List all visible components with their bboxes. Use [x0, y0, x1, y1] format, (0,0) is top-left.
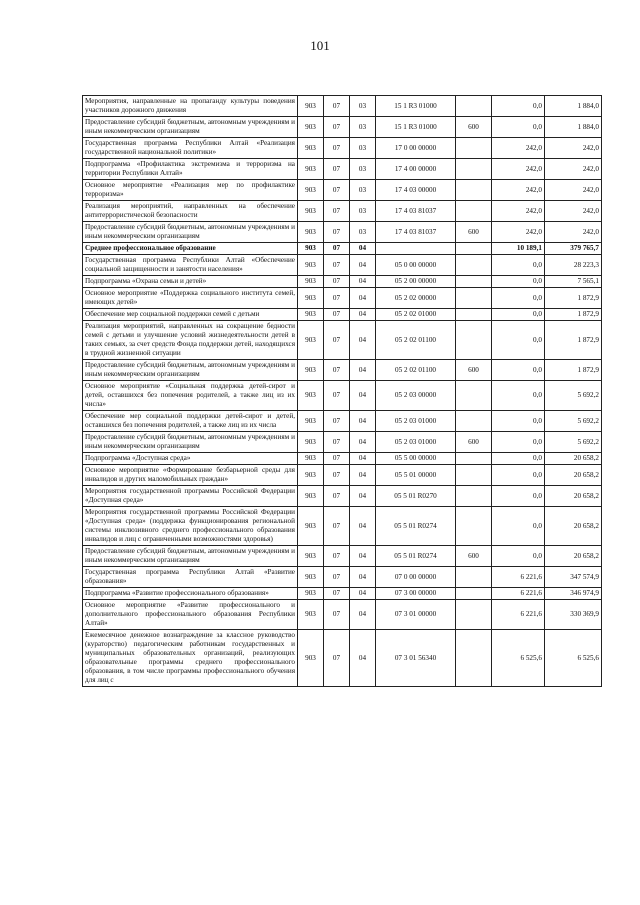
cell-amount-2: 20 658,2	[545, 465, 602, 486]
cell-amount-1: 10 189,1	[492, 243, 545, 255]
cell-expense-type	[456, 255, 492, 276]
cell-amount-1: 242,0	[492, 201, 545, 222]
table-row	[83, 567, 602, 588]
table-row	[83, 381, 602, 411]
cell-target-code: 05 2 02 01000	[376, 309, 456, 321]
cell-amount-1: 0,0	[492, 360, 545, 381]
cell-expense-type	[456, 588, 492, 600]
cell-amount-2: 1 872,9	[545, 321, 602, 360]
cell-target-code: 05 2 00 00000	[376, 276, 456, 288]
cell-target-code: 15 1 R3 01000	[376, 117, 456, 138]
cell-name: Подпрограмма «Развитие профессионального образования»	[83, 588, 298, 600]
cell-target-code	[376, 243, 456, 255]
cell-ministry: 903	[298, 117, 324, 138]
cell-expense-type	[456, 600, 492, 630]
cell-target-code: 05 0 00 00000	[376, 255, 456, 276]
cell-name: Мероприятия государственной программы Российской Федерации «Доступная среда»	[83, 486, 298, 507]
cell-expense-type	[456, 96, 492, 117]
cell-ministry: 903	[298, 96, 324, 117]
cell-amount-2: 7 565,1	[545, 276, 602, 288]
cell-target-code: 05 2 03 01000	[376, 411, 456, 432]
cell-ministry: 903	[298, 453, 324, 465]
cell-amount-2: 1 872,9	[545, 360, 602, 381]
cell-section: 07	[324, 411, 350, 432]
table-row	[83, 222, 602, 243]
cell-name: Государственная программа Республики Алтай «Развитие образования»	[83, 567, 298, 588]
cell-expense-type	[456, 486, 492, 507]
cell-subsection: 03	[350, 159, 376, 180]
cell-subsection: 04	[350, 600, 376, 630]
table-row	[83, 411, 602, 432]
cell-subsection: 04	[350, 309, 376, 321]
cell-ministry: 903	[298, 138, 324, 159]
cell-ministry: 903	[298, 546, 324, 567]
cell-name: Основное мероприятие «Поддержка социального института семей, имеющих детей»	[83, 288, 298, 309]
cell-subsection: 04	[350, 381, 376, 411]
cell-subsection: 03	[350, 201, 376, 222]
table-row	[83, 432, 602, 453]
cell-amount-2: 242,0	[545, 180, 602, 201]
cell-amount-2: 1 884,0	[545, 96, 602, 117]
table-row	[83, 309, 602, 321]
cell-amount-1: 242,0	[492, 138, 545, 159]
cell-section: 07	[324, 507, 350, 546]
cell-name: Государственная программа Республики Алтай «Реализация государственной национальной политики»	[83, 138, 298, 159]
cell-name: Предоставление субсидий бюджетным, автономным учреждениям и иным некоммерческим организациям	[83, 432, 298, 453]
table-row	[83, 360, 602, 381]
cell-expense-type	[456, 465, 492, 486]
cell-amount-1: 0,0	[492, 546, 545, 567]
cell-subsection: 03	[350, 138, 376, 159]
cell-target-code: 05 2 02 01100	[376, 321, 456, 360]
cell-expense-type: 600	[456, 546, 492, 567]
cell-ministry: 903	[298, 288, 324, 309]
cell-name: Реализация мероприятий, направленных на сокращение бедности семей с детьми и улучшение условий жизнедеятельности детей в таких семьях, за счет средств Фонда поддержки детей, находящихся в трудной жизненной ситуации	[83, 321, 298, 360]
table-row	[83, 180, 602, 201]
cell-amount-1: 0,0	[492, 453, 545, 465]
cell-target-code: 05 5 01 00000	[376, 465, 456, 486]
cell-subsection: 04	[350, 567, 376, 588]
cell-expense-type	[456, 201, 492, 222]
cell-expense-type	[456, 630, 492, 687]
cell-ministry: 903	[298, 255, 324, 276]
cell-amount-2: 379 765,7	[545, 243, 602, 255]
table-row	[83, 138, 602, 159]
cell-section: 07	[324, 138, 350, 159]
cell-target-code: 15 1 R3 01000	[376, 96, 456, 117]
cell-section: 07	[324, 255, 350, 276]
cell-ministry: 903	[298, 486, 324, 507]
cell-amount-2: 20 658,2	[545, 453, 602, 465]
table-row	[83, 486, 602, 507]
cell-name: Обеспечение мер социальной поддержки детей-сирот и детей, оставшихся без попечения родителей, а также лиц из их числа	[83, 411, 298, 432]
cell-ministry: 903	[298, 222, 324, 243]
cell-target-code: 17 4 03 81037	[376, 201, 456, 222]
cell-name: Подпрограмма «Охрана семьи и детей»	[83, 276, 298, 288]
cell-section: 07	[324, 465, 350, 486]
cell-target-code: 07 3 01 00000	[376, 600, 456, 630]
table-row	[83, 321, 602, 360]
table-row	[83, 255, 602, 276]
cell-amount-1: 6 221,6	[492, 588, 545, 600]
cell-section: 07	[324, 180, 350, 201]
cell-name: Основное мероприятие «Реализация мер по профилактике терроризма»	[83, 180, 298, 201]
cell-subsection: 04	[350, 411, 376, 432]
cell-target-code: 05 5 01 R0270	[376, 486, 456, 507]
cell-amount-1: 6 525,6	[492, 630, 545, 687]
cell-section: 07	[324, 288, 350, 309]
cell-section: 07	[324, 453, 350, 465]
cell-subsection: 04	[350, 276, 376, 288]
cell-expense-type	[456, 288, 492, 309]
cell-subsection: 04	[350, 255, 376, 276]
cell-expense-type	[456, 567, 492, 588]
cell-expense-type	[456, 243, 492, 255]
table-row	[83, 600, 602, 630]
page-number: 101	[310, 38, 330, 53]
cell-amount-2: 5 692,2	[545, 432, 602, 453]
cell-amount-2: 1 872,9	[545, 309, 602, 321]
cell-expense-type	[456, 321, 492, 360]
cell-amount-1: 0,0	[492, 411, 545, 432]
cell-amount-2: 1 872,9	[545, 288, 602, 309]
table-row	[83, 288, 602, 309]
table-row	[83, 588, 602, 600]
cell-expense-type	[456, 411, 492, 432]
cell-section: 07	[324, 567, 350, 588]
cell-name: Подпрограмма «Профилактика экстремизма и терроризма на территории Республики Алтай»	[83, 159, 298, 180]
cell-ministry: 903	[298, 507, 324, 546]
cell-amount-2: 242,0	[545, 201, 602, 222]
cell-amount-1: 0,0	[492, 309, 545, 321]
cell-ministry: 903	[298, 360, 324, 381]
cell-amount-2: 242,0	[545, 138, 602, 159]
cell-section: 07	[324, 630, 350, 687]
cell-subsection: 04	[350, 243, 376, 255]
cell-target-code: 07 3 01 56340	[376, 630, 456, 687]
cell-target-code: 17 4 03 81037	[376, 222, 456, 243]
cell-name: Предоставление субсидий бюджетным, автономным учреждениям и иным некоммерческим организациям	[83, 117, 298, 138]
cell-ministry: 903	[298, 243, 324, 255]
cell-name: Основное мероприятие «Социальная поддержка детей-сирот и детей, оставшихся без попечения родителей, а также лиц из их числа»	[83, 381, 298, 411]
table-row	[83, 453, 602, 465]
cell-ministry: 903	[298, 630, 324, 687]
cell-section: 07	[324, 201, 350, 222]
cell-amount-1: 0,0	[492, 381, 545, 411]
cell-amount-2: 1 884,0	[545, 117, 602, 138]
cell-amount-1: 0,0	[492, 486, 545, 507]
cell-amount-1: 0,0	[492, 507, 545, 546]
cell-target-code: 05 2 03 01000	[376, 432, 456, 453]
cell-ministry: 903	[298, 321, 324, 360]
cell-amount-2: 347 574,9	[545, 567, 602, 588]
cell-subsection: 04	[350, 288, 376, 309]
cell-amount-1: 0,0	[492, 255, 545, 276]
cell-subsection: 04	[350, 507, 376, 546]
cell-ministry: 903	[298, 588, 324, 600]
cell-ministry: 903	[298, 159, 324, 180]
cell-expense-type	[456, 381, 492, 411]
cell-amount-1: 0,0	[492, 321, 545, 360]
cell-amount-1: 0,0	[492, 432, 545, 453]
cell-name: Ежемесячное денежное вознаграждение за классное руководство (кураторство) педагогическим работникам государственных и муниципальных образовательных организаций, реализующих образовательные программы среднего профессионального образования, в том числе программы профессионального обучения для лиц с	[83, 630, 298, 687]
cell-target-code: 05 5 01 R0274	[376, 546, 456, 567]
cell-target-code: 07 0 00 00000	[376, 567, 456, 588]
cell-section: 07	[324, 588, 350, 600]
cell-amount-1: 0,0	[492, 276, 545, 288]
table-row	[83, 507, 602, 546]
cell-amount-2: 20 658,2	[545, 507, 602, 546]
cell-name: Мероприятия государственной программы Российской Федерации «Доступная среда» (поддержка функционирования региональной системы инклюзивного среднего профессионального образования инвалидов и лиц с ограниченными возможностями здоровья)	[83, 507, 298, 546]
budget-table	[82, 95, 602, 687]
cell-target-code: 05 2 03 00000	[376, 381, 456, 411]
cell-section: 07	[324, 321, 350, 360]
cell-amount-1: 0,0	[492, 117, 545, 138]
cell-amount-1: 6 221,6	[492, 567, 545, 588]
cell-expense-type	[456, 507, 492, 546]
cell-subsection: 03	[350, 222, 376, 243]
cell-amount-2: 5 692,2	[545, 381, 602, 411]
cell-section: 07	[324, 159, 350, 180]
cell-amount-1: 242,0	[492, 159, 545, 180]
cell-section: 07	[324, 486, 350, 507]
cell-amount-2: 346 974,9	[545, 588, 602, 600]
cell-subsection: 04	[350, 432, 376, 453]
cell-name: Реализация мероприятий, направленных на обеспечение антитеррористической безопасности	[83, 201, 298, 222]
table-row	[83, 159, 602, 180]
cell-expense-type	[456, 138, 492, 159]
cell-name: Государственная программа Республики Алтай «Обеспечение социальной защищенности и занятости населения»	[83, 255, 298, 276]
cell-subsection: 04	[350, 630, 376, 687]
cell-ministry: 903	[298, 201, 324, 222]
cell-amount-1: 0,0	[492, 96, 545, 117]
cell-name: Среднее профессиональное образование	[83, 243, 298, 255]
cell-subsection: 03	[350, 180, 376, 201]
cell-amount-2: 20 658,2	[545, 486, 602, 507]
cell-ministry: 903	[298, 276, 324, 288]
cell-name: Основное мероприятие «Развитие профессионального и дополнительного профессионального образования Республики Алтай»	[83, 600, 298, 630]
cell-name: Подпрограмма «Доступная среда»	[83, 453, 298, 465]
cell-amount-2: 242,0	[545, 222, 602, 243]
cell-name: Обеспечение мер социальной поддержки семей с детьми	[83, 309, 298, 321]
cell-amount-2: 28 223,3	[545, 255, 602, 276]
cell-subsection: 04	[350, 465, 376, 486]
cell-amount-1: 242,0	[492, 180, 545, 201]
cell-ministry: 903	[298, 600, 324, 630]
cell-section: 07	[324, 381, 350, 411]
cell-expense-type	[456, 276, 492, 288]
cell-ministry: 903	[298, 381, 324, 411]
cell-ministry: 903	[298, 432, 324, 453]
cell-target-code: 07 3 00 00000	[376, 588, 456, 600]
cell-expense-type: 600	[456, 432, 492, 453]
cell-ministry: 903	[298, 567, 324, 588]
cell-section: 07	[324, 309, 350, 321]
table-row	[83, 465, 602, 486]
cell-section: 07	[324, 276, 350, 288]
cell-amount-2: 242,0	[545, 159, 602, 180]
cell-name: Предоставление субсидий бюджетным, автономным учреждениям и иным некоммерческим организациям	[83, 360, 298, 381]
cell-ministry: 903	[298, 465, 324, 486]
cell-expense-type: 600	[456, 117, 492, 138]
cell-section: 07	[324, 546, 350, 567]
cell-ministry: 903	[298, 411, 324, 432]
cell-subsection: 04	[350, 486, 376, 507]
cell-amount-2: 330 369,9	[545, 600, 602, 630]
cell-expense-type: 600	[456, 360, 492, 381]
cell-name: Основное мероприятие «Формирование безбарьерной среды для инвалидов и других маломобильных граждан»	[83, 465, 298, 486]
cell-amount-1: 6 221,6	[492, 600, 545, 630]
cell-subsection: 04	[350, 360, 376, 381]
cell-expense-type: 600	[456, 222, 492, 243]
table-row	[83, 117, 602, 138]
cell-target-code: 17 0 00 00000	[376, 138, 456, 159]
cell-section: 07	[324, 600, 350, 630]
cell-target-code: 17 4 03 00000	[376, 180, 456, 201]
cell-target-code: 05 2 02 00000	[376, 288, 456, 309]
cell-ministry: 903	[298, 309, 324, 321]
cell-section: 07	[324, 243, 350, 255]
cell-section: 07	[324, 96, 350, 117]
cell-expense-type	[456, 159, 492, 180]
cell-amount-1: 0,0	[492, 288, 545, 309]
cell-section: 07	[324, 432, 350, 453]
cell-name: Мероприятия, направленные на пропаганду культуры поведения участников дорожного движения	[83, 96, 298, 117]
cell-target-code: 05 2 02 01100	[376, 360, 456, 381]
table-row	[83, 96, 602, 117]
table-row	[83, 630, 602, 687]
cell-subsection: 04	[350, 546, 376, 567]
cell-amount-2: 6 525,6	[545, 630, 602, 687]
cell-amount-1: 0,0	[492, 465, 545, 486]
cell-expense-type	[456, 180, 492, 201]
cell-subsection: 04	[350, 588, 376, 600]
cell-section: 07	[324, 360, 350, 381]
cell-subsection: 03	[350, 96, 376, 117]
table-row	[83, 243, 602, 255]
table-row	[83, 201, 602, 222]
cell-target-code: 17 4 00 00000	[376, 159, 456, 180]
cell-subsection: 04	[350, 453, 376, 465]
cell-ministry: 903	[298, 180, 324, 201]
cell-section: 07	[324, 222, 350, 243]
cell-name: Предоставление субсидий бюджетным, автономным учреждениям и иным некоммерческим организациям	[83, 222, 298, 243]
cell-name: Предоставление субсидий бюджетным, автономным учреждениям и иным некоммерческим организациям	[83, 546, 298, 567]
cell-amount-2: 5 692,2	[545, 411, 602, 432]
table-row	[83, 546, 602, 567]
cell-section: 07	[324, 117, 350, 138]
cell-subsection: 04	[350, 321, 376, 360]
cell-target-code: 05 5 01 R0274	[376, 507, 456, 546]
cell-amount-1: 242,0	[492, 222, 545, 243]
cell-expense-type	[456, 453, 492, 465]
cell-subsection: 03	[350, 117, 376, 138]
cell-amount-2: 20 658,2	[545, 546, 602, 567]
cell-expense-type	[456, 309, 492, 321]
table-row	[83, 276, 602, 288]
cell-target-code: 05 5 00 00000	[376, 453, 456, 465]
